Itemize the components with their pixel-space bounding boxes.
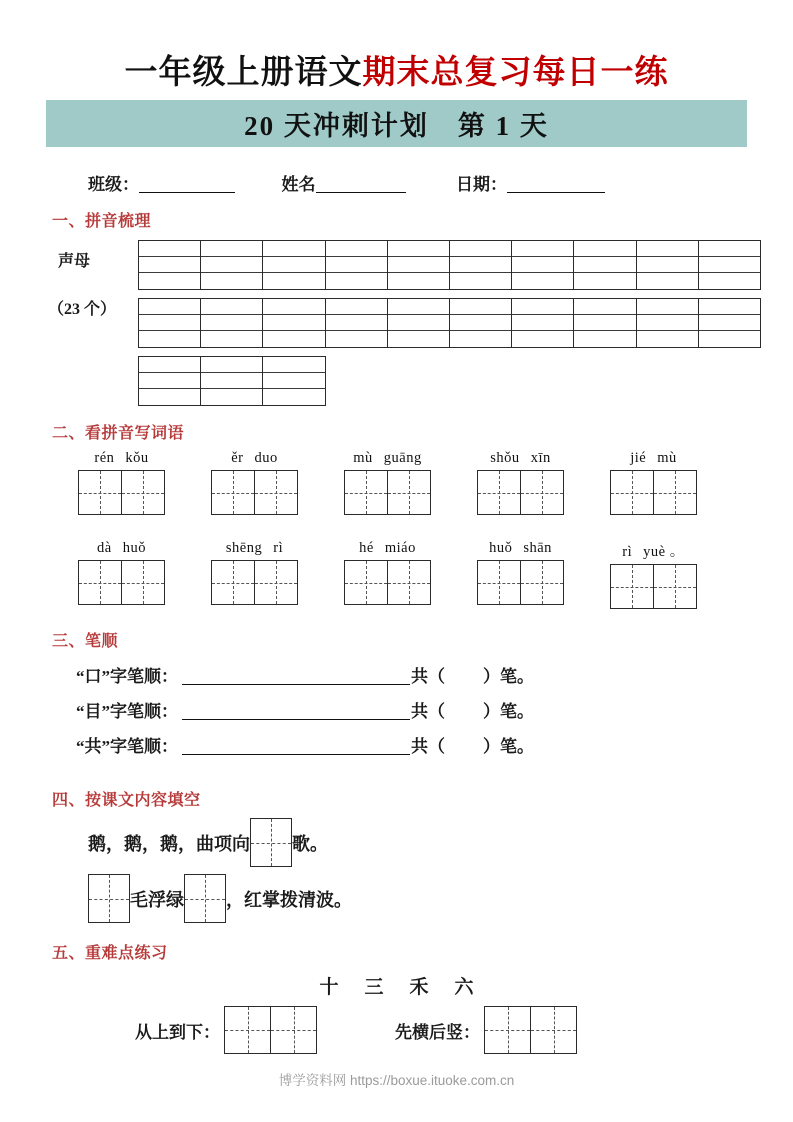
practice-character: 十 bbox=[319, 977, 339, 998]
stroke-rule-left-label: 从上到下： bbox=[135, 1022, 220, 1042]
stroke-rule-left-boxes[interactable] bbox=[224, 1006, 317, 1054]
tianzige-cell bbox=[345, 471, 388, 514]
tianzige-cell bbox=[388, 561, 431, 604]
stroke-order-line-2 bbox=[76, 697, 534, 722]
class-label: 班级： bbox=[88, 175, 139, 194]
pinyin-syllable-2: huǒ bbox=[122, 540, 146, 556]
section-heading-2: 二、看拼音写词语 bbox=[52, 425, 185, 442]
pinyin-four-line-cell[interactable] bbox=[512, 241, 574, 289]
stroke-order-blank-2[interactable] bbox=[182, 704, 410, 720]
pinyin-label bbox=[344, 540, 431, 557]
section-heading-5: 五、重难点练习 bbox=[52, 945, 168, 962]
pinyin-word-group bbox=[211, 540, 298, 605]
practice-character: 三 bbox=[364, 977, 384, 998]
pinyin-syllable-1: ěr bbox=[231, 450, 244, 466]
pinyin-word-group bbox=[211, 450, 298, 515]
tianzige-cell bbox=[122, 561, 165, 604]
tianzige-cell bbox=[185, 875, 226, 922]
pinyin-four-line-cell[interactable] bbox=[263, 241, 325, 289]
poem-line-1-before: 鹅，鹅，鹅，曲项向 bbox=[88, 833, 250, 854]
section-heading-4: 四、按课文内容填空 bbox=[52, 792, 201, 809]
pinyin-four-line-cell[interactable] bbox=[699, 241, 761, 289]
tianzige-cell bbox=[611, 471, 654, 514]
practice-character: 禾 bbox=[409, 977, 429, 998]
tianzige-cell bbox=[79, 561, 122, 604]
tianzige-cell bbox=[521, 561, 564, 604]
tianzige-cell bbox=[654, 565, 697, 608]
page-title bbox=[0, 46, 793, 93]
pinyin-syllable-2: guāng bbox=[383, 450, 422, 466]
tianzige-cell bbox=[485, 1007, 531, 1053]
stroke-order-line-3 bbox=[76, 732, 534, 757]
pinyin-four-line-cell[interactable] bbox=[326, 241, 388, 289]
stroke-order-blank-1[interactable] bbox=[182, 669, 410, 685]
tianzige-cell bbox=[478, 471, 521, 514]
stroke-order-suffix-3: ）笔。 bbox=[483, 737, 534, 756]
pinyin-grid-row-1[interactable] bbox=[138, 240, 761, 290]
pinyin-syllable-2: rì bbox=[273, 540, 284, 556]
pinyin-four-line-cell[interactable] bbox=[574, 241, 636, 289]
poem-blank-box-1[interactable] bbox=[250, 818, 292, 867]
character-write-box[interactable] bbox=[610, 470, 697, 515]
poem-blank-box-2[interactable] bbox=[88, 874, 130, 923]
poem-line-1 bbox=[88, 818, 328, 867]
date-label: 日期： bbox=[456, 175, 507, 194]
pinyin-word-group bbox=[477, 540, 564, 605]
tianzige-cell bbox=[611, 565, 654, 608]
pinyin-label bbox=[211, 450, 298, 467]
pinyin-label bbox=[211, 540, 298, 557]
pinyin-syllable-1: jié bbox=[630, 450, 647, 466]
name-blank[interactable] bbox=[316, 175, 406, 193]
plan-banner bbox=[46, 100, 747, 147]
character-write-box[interactable] bbox=[78, 470, 165, 515]
stroke-order-mid-2: 共（ bbox=[411, 702, 445, 721]
section-heading-1: 一、拼音梳理 bbox=[52, 213, 152, 230]
tianzige-cell bbox=[271, 1007, 317, 1053]
character-write-box[interactable] bbox=[344, 470, 431, 515]
character-write-box[interactable] bbox=[344, 560, 431, 605]
character-write-box[interactable] bbox=[477, 560, 564, 605]
pinyin-four-line-cell[interactable] bbox=[388, 299, 450, 347]
character-write-box[interactable] bbox=[78, 560, 165, 605]
pinyin-syllable-1: rén bbox=[94, 450, 115, 466]
footer-watermark: 博学资料网 https://boxue.ituoke.com.cn bbox=[278, 1073, 515, 1088]
pinyin-label bbox=[344, 450, 431, 467]
character-write-box[interactable] bbox=[477, 470, 564, 515]
class-field[interactable] bbox=[88, 170, 235, 195]
page-title-red: 期末总复习每日一练 bbox=[362, 55, 669, 91]
date-field[interactable] bbox=[456, 170, 605, 195]
poem-blank-box-3[interactable] bbox=[184, 874, 226, 923]
stroke-order-prefix-3: “共”字笔顺： bbox=[76, 737, 178, 756]
stroke-order-suffix-2: ）笔。 bbox=[483, 702, 534, 721]
pinyin-syllable-1: mù bbox=[353, 450, 373, 466]
pinyin-four-line-cell[interactable] bbox=[326, 299, 388, 347]
poem-line-2-mid: 毛浮绿 bbox=[130, 889, 184, 910]
pinyin-four-line-cell[interactable] bbox=[637, 299, 699, 347]
shengmu-label-line1: 声母 bbox=[58, 253, 91, 270]
pinyin-four-line-cell[interactable] bbox=[201, 241, 263, 289]
section-heading-3: 三、笔顺 bbox=[52, 633, 119, 650]
character-write-box[interactable] bbox=[610, 564, 697, 609]
pinyin-four-line-cell[interactable] bbox=[201, 299, 263, 347]
pinyin-syllable-1: hé bbox=[359, 540, 374, 556]
stroke-rule-top-to-bottom bbox=[135, 1006, 317, 1054]
pinyin-label bbox=[477, 540, 564, 557]
pinyin-syllable-1: huǒ bbox=[489, 540, 513, 556]
pinyin-label bbox=[610, 450, 697, 467]
poem-line-2-after: ，红掌拨清波。 bbox=[226, 889, 352, 910]
pinyin-word-group bbox=[78, 450, 165, 515]
tianzige-cell bbox=[388, 471, 431, 514]
stroke-rule-row bbox=[135, 1006, 655, 1054]
tianzige-cell bbox=[255, 471, 298, 514]
plan-banner-text: 20 天冲刺计划 第 1 天 bbox=[244, 111, 549, 141]
tianzige-cell bbox=[654, 471, 697, 514]
pinyin-syllable-2: duo bbox=[254, 450, 278, 466]
pinyin-label bbox=[78, 450, 165, 467]
tianzige-cell bbox=[225, 1007, 271, 1053]
practice-character: 六 bbox=[454, 977, 474, 998]
tianzige-cell bbox=[79, 471, 122, 514]
tianzige-cell bbox=[251, 819, 292, 866]
tianzige-cell bbox=[521, 471, 564, 514]
pinyin-syllable-1: rì bbox=[622, 544, 633, 560]
stroke-order-line-1 bbox=[76, 662, 534, 687]
character-write-box[interactable] bbox=[211, 560, 298, 605]
pinyin-word-group bbox=[344, 540, 431, 605]
stroke-order-mid-3: 共（ bbox=[411, 737, 445, 756]
pinyin-syllable-1: shēng bbox=[225, 540, 263, 556]
pinyin-syllable-1: dà bbox=[97, 540, 112, 556]
practice-characters-row bbox=[0, 972, 793, 999]
pinyin-four-line-cell[interactable] bbox=[139, 241, 201, 289]
stroke-order-prefix-1: “口”字笔顺： bbox=[76, 667, 178, 686]
pinyin-syllable-2: yuè 。 bbox=[643, 544, 685, 560]
pinyin-grid-row-2[interactable] bbox=[138, 298, 761, 348]
pinyin-four-line-cell[interactable] bbox=[699, 299, 761, 347]
pinyin-four-line-cell[interactable] bbox=[139, 299, 201, 347]
pinyin-syllable-2: kǒu bbox=[125, 450, 149, 466]
tianzige-cell bbox=[345, 561, 388, 604]
poem-line-1-after: 歌。 bbox=[292, 833, 328, 854]
pinyin-four-line-cell[interactable] bbox=[388, 241, 450, 289]
pinyin-label bbox=[477, 450, 564, 467]
tianzige-cell bbox=[531, 1007, 577, 1053]
shengmu-label-line2: （23 个） bbox=[48, 301, 117, 318]
stroke-rule-right-label: 先横后竖： bbox=[395, 1022, 480, 1042]
tianzige-cell bbox=[89, 875, 130, 922]
tianzige-cell bbox=[212, 471, 255, 514]
pinyin-syllable-2: xīn bbox=[530, 450, 551, 466]
page-title-black: 一年级上册语文 bbox=[124, 55, 363, 91]
pinyin-syllable-1: shǒu bbox=[490, 450, 520, 466]
student-info-row bbox=[88, 170, 708, 195]
pinyin-syllable-2: mù bbox=[657, 450, 677, 466]
pinyin-word-group bbox=[610, 540, 697, 609]
stroke-order-blank-3[interactable] bbox=[182, 739, 410, 755]
pinyin-word-group bbox=[78, 540, 165, 605]
stroke-rule-right-boxes[interactable] bbox=[484, 1006, 577, 1054]
pinyin-syllable-2: shān bbox=[523, 540, 552, 556]
pinyin-four-line-cell[interactable] bbox=[263, 299, 325, 347]
pinyin-syllable-2: miáo bbox=[384, 540, 416, 556]
tianzige-cell bbox=[212, 561, 255, 604]
pinyin-four-line-cell[interactable] bbox=[512, 299, 574, 347]
tianzige-cell bbox=[255, 561, 298, 604]
stroke-order-suffix-1: ）笔。 bbox=[483, 667, 534, 686]
pinyin-four-line-cell[interactable] bbox=[574, 299, 636, 347]
name-field[interactable] bbox=[282, 170, 406, 195]
pinyin-four-line-cell[interactable] bbox=[637, 241, 699, 289]
tianzige-cell bbox=[478, 561, 521, 604]
stroke-order-mid-1: 共（ bbox=[411, 667, 445, 686]
name-label: 姓名 bbox=[281, 175, 316, 194]
pinyin-word-group bbox=[477, 450, 564, 515]
pinyin-four-line-cell[interactable] bbox=[450, 299, 512, 347]
pinyin-label bbox=[78, 540, 165, 557]
character-write-box[interactable] bbox=[211, 470, 298, 515]
date-blank[interactable] bbox=[507, 175, 605, 193]
class-blank[interactable] bbox=[139, 175, 235, 193]
tianzige-cell bbox=[122, 471, 165, 514]
stroke-order-prefix-2: “目”字笔顺： bbox=[76, 702, 178, 721]
stroke-rule-horizontal-first bbox=[395, 1006, 577, 1054]
pinyin-word-group bbox=[344, 450, 431, 515]
pinyin-word-group bbox=[610, 450, 697, 515]
pinyin-four-line-cell[interactable] bbox=[263, 357, 325, 405]
pinyin-four-line-cell[interactable] bbox=[450, 241, 512, 289]
poem-line-2 bbox=[88, 874, 352, 923]
pinyin-label bbox=[610, 540, 697, 561]
pinyin-four-line-cell[interactable] bbox=[201, 357, 263, 405]
pinyin-grid-row-3[interactable] bbox=[138, 356, 326, 406]
pinyin-four-line-cell[interactable] bbox=[139, 357, 201, 405]
